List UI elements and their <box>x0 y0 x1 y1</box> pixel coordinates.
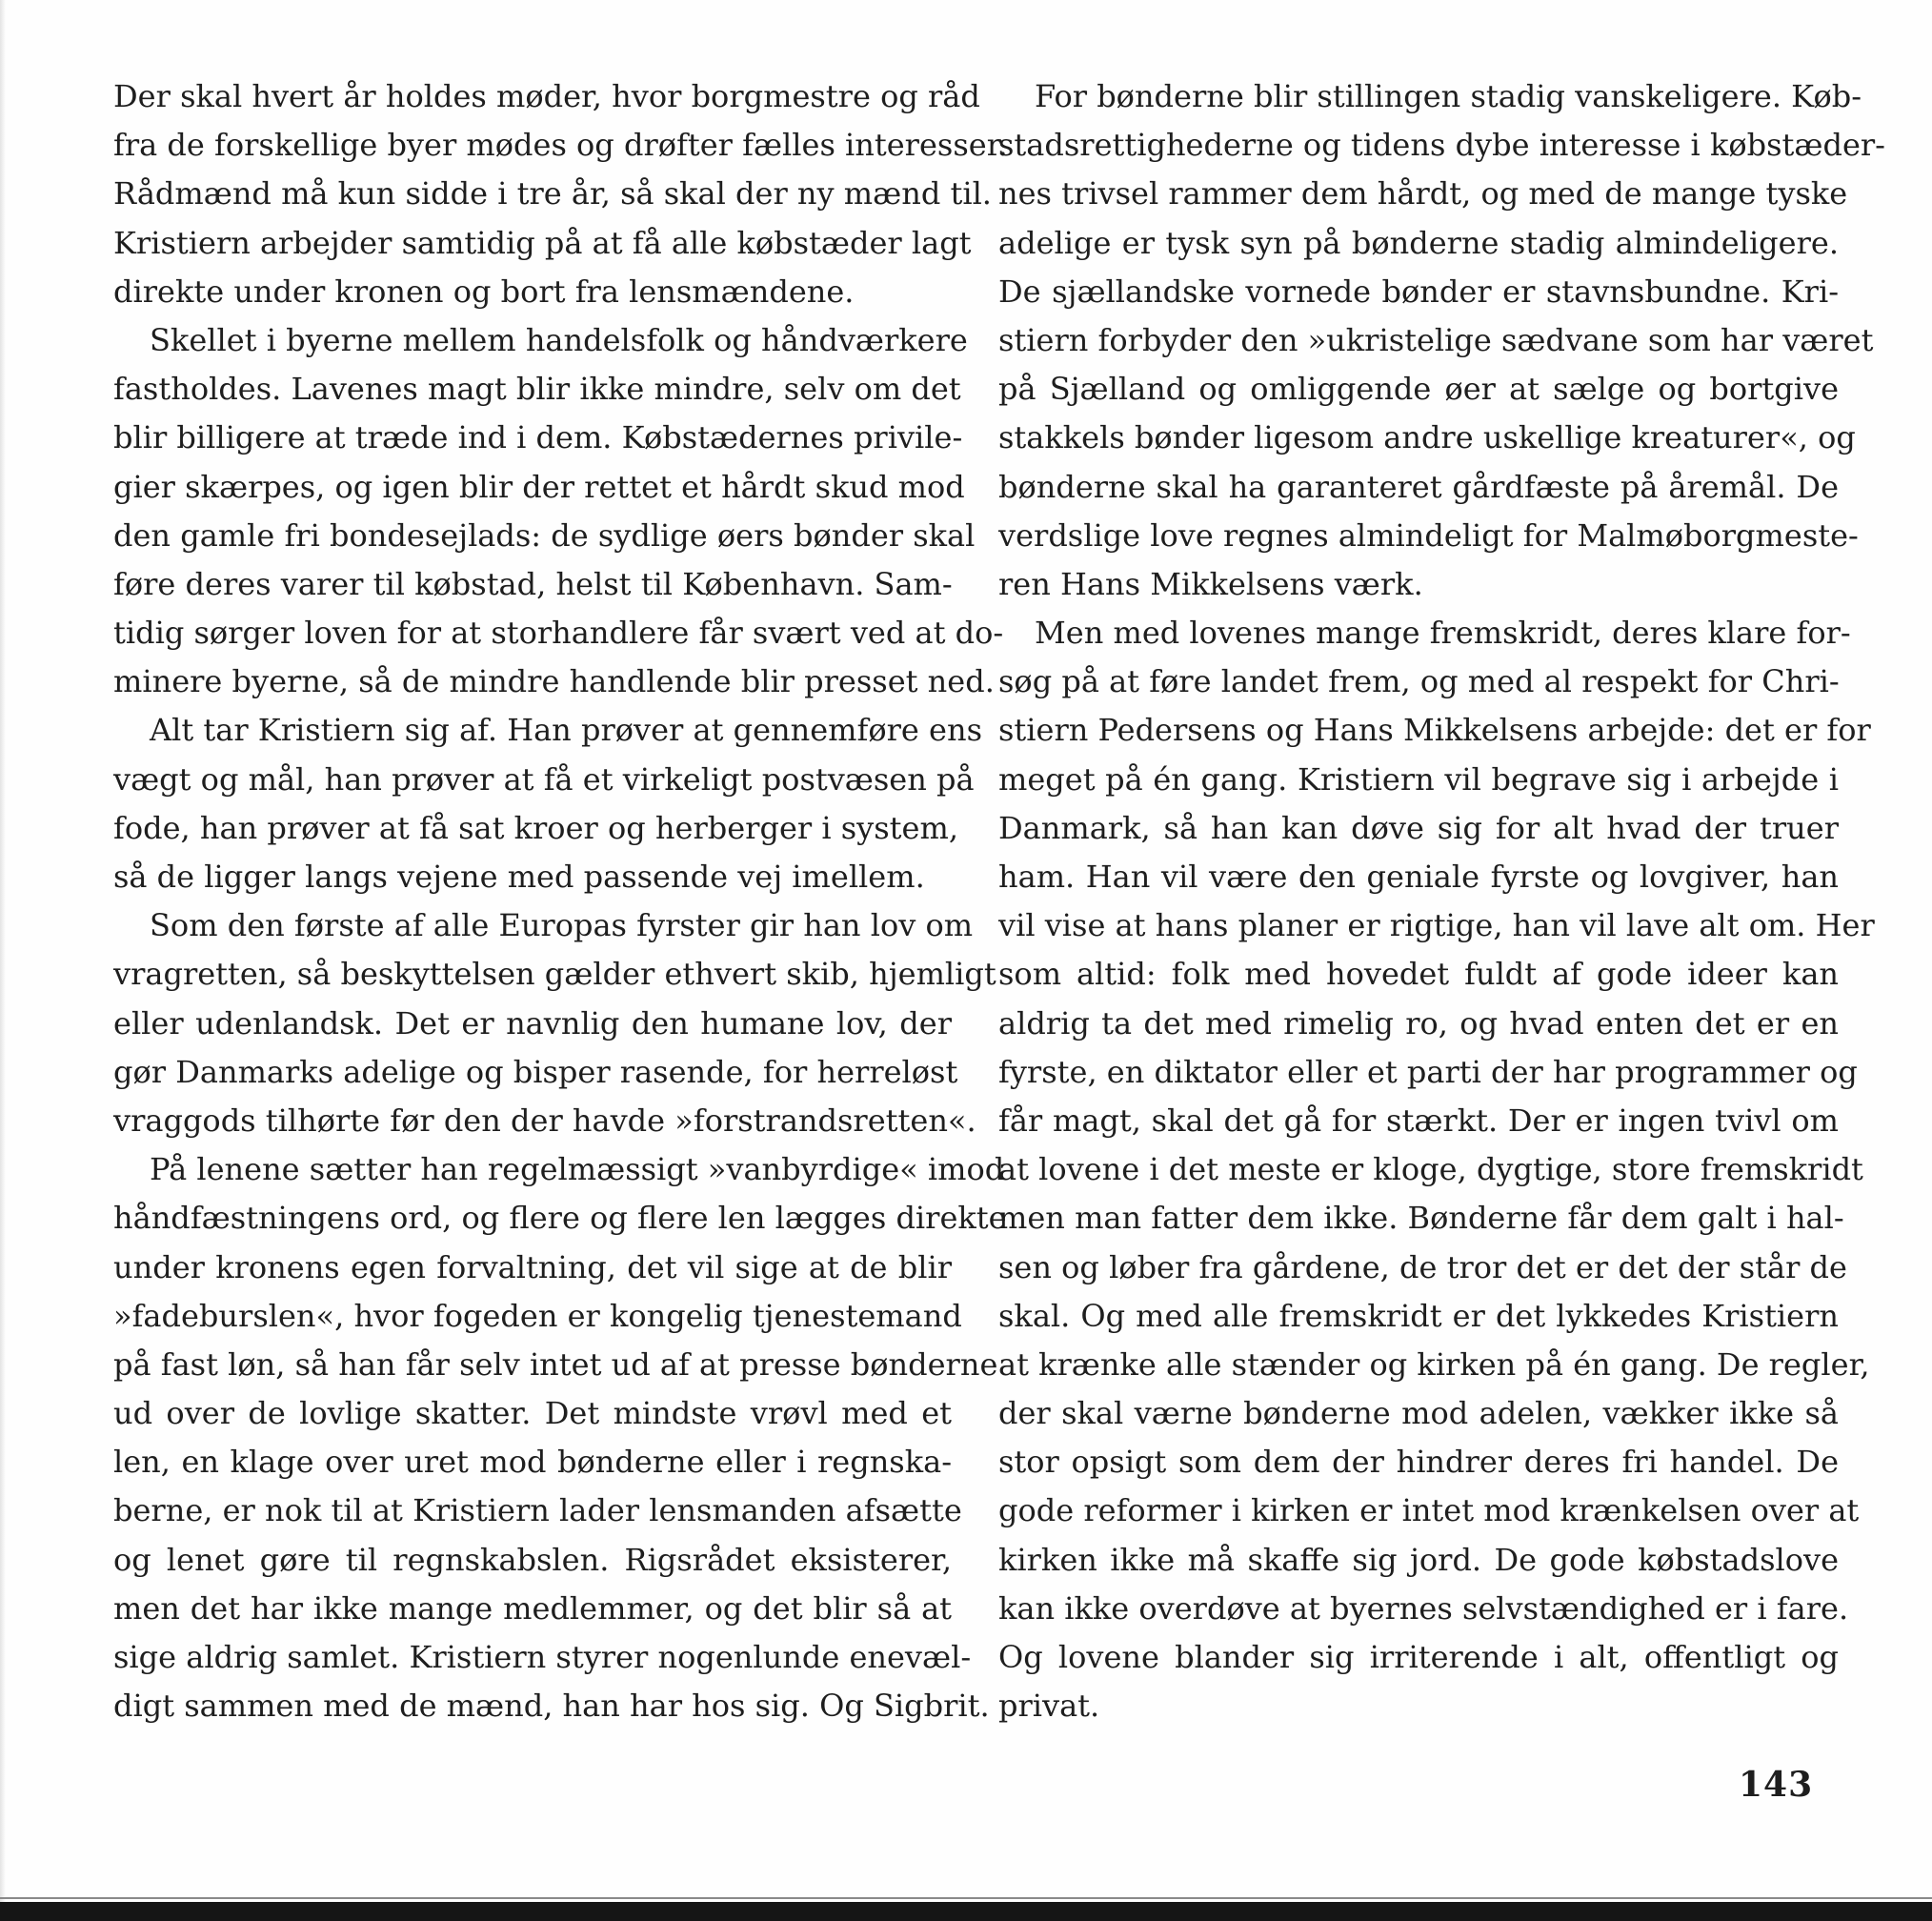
text-line: fyrste, en diktator eller et parti der har programmer og <box>998 1053 1858 1090</box>
paragraph <box>113 316 1004 707</box>
text-line: ud over de lovlige skatter. Det mindste vrøvl med et <box>113 1395 952 1432</box>
text-line: nes trivsel rammer dem hårdt, og med de mange tyske <box>998 175 1848 212</box>
text-line: På lenene sætter han regelmæssigt »vanbyrdige« imod <box>150 1151 1005 1188</box>
text-line: vraggods tilhørte før den der havde »forstrandsretten«. <box>113 1102 976 1139</box>
text-line: Danmark, så han kan døve sig for alt hvad der truer <box>998 809 1839 846</box>
text-line: på fast løn, så han får selv intet ud af at presse bønderne <box>113 1345 998 1383</box>
text-line: De sjællandske vornede bønder er stavnsbundne. Kri- <box>998 273 1839 310</box>
bottom-thin-rule <box>0 1897 1932 1899</box>
text-line: Kristiern arbejder samtidig på at få alle købstæder lagt <box>113 224 972 261</box>
text-line: ren Hans Mikkelsens værk. <box>998 565 1423 602</box>
text-line: direkte under kronen og bort fra lensmændene. <box>113 273 855 310</box>
text-line: digt sammen med de mænd, han har hos sig. Og Sigbrit. <box>113 1688 990 1725</box>
text-line: sige aldrig samlet. Kristiern styrer nogenlunde enevæl- <box>113 1639 972 1675</box>
text-line: stiern forbyder den »ukristelige sædvane som har været <box>998 321 1874 358</box>
text-line: fra de forskellige byer mødes og drøfter fælles interesser. <box>113 127 1008 164</box>
text-line: stadsrettighederne og tidens dybe interesse i købstæder- <box>998 127 1885 164</box>
text-line: bønderne skal ha garanteret gårdfæste på åremål. De <box>998 468 1839 505</box>
text-line: stiern Pedersens og Hans Mikkelsens arbejde: det er for <box>998 712 1871 749</box>
paragraph <box>113 72 1008 316</box>
text-line: under kronens egen forvaltning, det vil sige at de blir <box>113 1248 952 1285</box>
text-line: at krænke alle stænder og kirken på én gang. De regler, <box>998 1345 1870 1383</box>
text-line: verdslige love regnes almindeligt for Malmøborgmeste- <box>998 516 1859 554</box>
text-line: ham. Han vil være den geniale fyrste og lovgiver, han <box>998 859 1839 895</box>
text-line: håndfæstningens ord, og flere og flere len lægges direkte <box>113 1200 1007 1237</box>
text-line: aldrig ta det med rimelig ro, og hvad enten det er en <box>998 1004 1839 1041</box>
paragraph <box>113 901 996 1145</box>
text-line: den gamle fri bondesejlads: de sydlige øers bønder skal <box>113 516 976 554</box>
text-line: Som den første af alle Europas fyrster gir han lov om <box>150 907 974 944</box>
page-edge-shadow <box>0 0 6 1921</box>
paragraph <box>998 609 1875 1730</box>
text-line: vil vise at hans planer er rigtige, han vil lave alt om. Her <box>998 907 1875 944</box>
text-line: Rådmænd må kun sidde i tre år, så skal der ny mænd til. <box>113 175 992 212</box>
paragraph <box>998 72 1885 609</box>
text-line: »fadeburslen«, hvor fogeden er kongelig tjenestemand <box>113 1297 962 1334</box>
text-line: føre deres varer til købstad, helst til København. Sam- <box>113 565 953 602</box>
right-text-column <box>998 72 1885 1730</box>
text-line: og lenet gøre til regnskabslen. Rigsrådet eksisterer, <box>113 1541 952 1578</box>
bottom-scan-edge <box>0 1902 1932 1921</box>
text-line: meget på én gang. Kristiern vil begrave sig i arbejde i <box>998 760 1839 798</box>
text-line: fastholdes. Lavenes magt blir ikke mindre, selv om det <box>113 371 961 408</box>
text-line: blir billigere at træde ind i dem. Købstædernes privile- <box>113 419 963 456</box>
text-line: så de ligger langs vejene med passende vej imellem. <box>113 859 925 895</box>
text-line: som altid: folk med hovedet fuldt af gode ideer kan <box>998 956 1839 993</box>
text-line: For bønderne blir stillingen stadig vanskeligere. Køb- <box>1035 78 1862 114</box>
text-line: stor opsigt som dem der hindrer deres fri handel. De <box>998 1444 1839 1481</box>
text-line: tidig sørger loven for at storhandlere får svært ved at do- <box>113 615 1004 652</box>
text-line: Der skal hvert år holdes møder, hvor borgmestre og råd <box>113 78 980 114</box>
text-line: skal. Og med alle fremskridt er det lykkedes Kristiern <box>998 1297 1839 1334</box>
text-line: fode, han prøver at få sat kroer og herberger i system, <box>113 809 958 846</box>
text-line: på Sjælland og omliggende øer at sælge og bortgive <box>998 371 1839 408</box>
text-line: gør Danmarks adelige og bisper rasende, for herreløst <box>113 1053 958 1090</box>
text-line: kan ikke overdøve at byernes selvstændighed er i fare. <box>998 1589 1849 1627</box>
text-line: berne, er nok til at Kristiern lader lensmanden afsætte <box>113 1492 962 1529</box>
text-line: stakkels bønder ligesom andre uskellige kreaturer«, og <box>998 419 1856 456</box>
left-text-column <box>113 72 1008 1730</box>
text-line: eller udenlandsk. Det er navnlig den humane lov, der <box>113 1004 952 1041</box>
text-line: kirken ikke må skaffe sig jord. De gode købstadslove <box>998 1541 1839 1578</box>
text-line: Og lovene blander sig irriterende i alt, offentligt og <box>998 1639 1839 1675</box>
text-line: men det har ikke mange medlemmer, og det blir så at <box>113 1589 952 1627</box>
text-line: sen og løber fra gårdene, de tror det er det der står de <box>998 1248 1847 1285</box>
text-line: privat. <box>998 1688 1100 1725</box>
text-line: søg på at føre landet frem, og med al respekt for Chri- <box>998 663 1840 700</box>
text-line: adelige er tysk syn på bønderne stadig almindeligere. <box>998 224 1839 261</box>
text-line: gode reformer i kirken er intet mod krænkelsen over at <box>998 1492 1860 1529</box>
text-line: vragretten, så beskyttelsen gælder ethvert skib, hjemligt <box>113 956 996 993</box>
text-line: gier skærpes, og igen blir der rettet et hårdt skud mod <box>113 468 965 505</box>
page-number: 143 <box>1739 1765 1814 1805</box>
text-line: Alt tar Kristiern sig af. Han prøver at gennemføre ens <box>150 712 982 749</box>
text-line: Skellet i byerne mellem handelsfolk og håndværkere <box>150 321 968 358</box>
text-line: der skal værne bønderne mod adelen, vækker ikke så <box>998 1395 1839 1432</box>
text-line: at lovene i det meste er kloge, dygtige, store fremskridt <box>998 1151 1863 1188</box>
paragraph <box>113 706 982 901</box>
text-line: får magt, skal det gå for stærkt. Der er ingen tvivl om <box>998 1102 1839 1139</box>
text-line: vægt og mål, han prøver at få et virkeligt postvæsen på <box>113 760 975 798</box>
text-line: len, en klage over uret mod bønderne eller i regnska- <box>113 1444 952 1481</box>
text-line: Men med lovenes mange fremskridt, deres klare for- <box>1035 615 1851 652</box>
text-line: men man fatter dem ikke. Bønderne får dem galt i hal- <box>998 1200 1844 1237</box>
paragraph <box>113 1145 1007 1730</box>
text-line: minere byerne, så de mindre handlende blir presset ned. <box>113 663 995 700</box>
